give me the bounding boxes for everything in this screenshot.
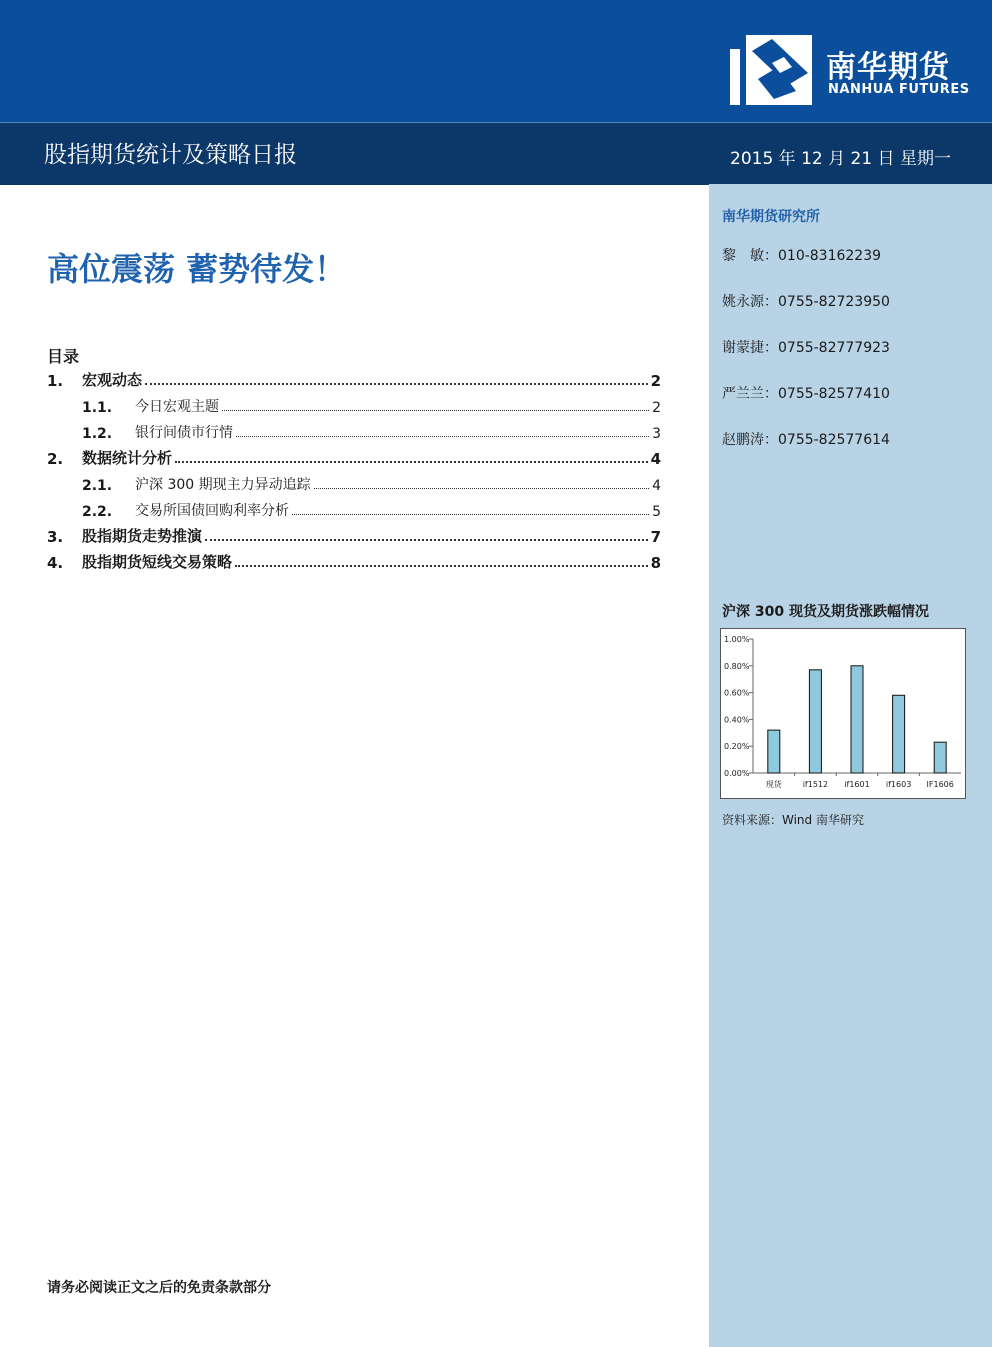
- toc-leader: [236, 435, 649, 437]
- x-tick-label: if1603: [885, 780, 912, 789]
- chart-container: [720, 628, 966, 799]
- brand-en: NANHUA FUTURES: [828, 82, 970, 97]
- nanhua-logo-icon: [728, 33, 814, 107]
- toc-text: 股指期货短线交易策略: [82, 553, 233, 571]
- report-name: 股指期货统计及策略日报: [44, 142, 297, 168]
- chart-source: 资料来源：Wind 南华研究: [722, 813, 864, 827]
- bar-chart: [721, 629, 965, 798]
- toc-leader: [314, 487, 649, 489]
- y-tick-label: 0.00%: [724, 769, 750, 778]
- toc-page: 2: [652, 400, 661, 416]
- brand-cn: 南华期货: [826, 50, 950, 85]
- toc-page: 2: [650, 372, 661, 390]
- bar: [893, 695, 905, 773]
- toc-text: 今日宏观主题: [135, 399, 219, 415]
- bar: [768, 730, 780, 773]
- toc-number: 2.1.: [82, 478, 113, 494]
- y-tick-label: 1.00%: [724, 635, 750, 644]
- toc-entry[interactable]: [82, 472, 661, 494]
- main-headline: 高位震荡 蓄势待发！: [47, 250, 347, 288]
- toc-leader: [145, 382, 648, 385]
- contact-5: 赵鹏涛：0755-82577614: [722, 432, 890, 448]
- toc-text: 数据统计分析: [82, 449, 173, 467]
- toc-entry[interactable]: [47, 550, 661, 572]
- toc-title: 目录: [47, 347, 80, 366]
- toc-text: 股指期货走势推演: [82, 527, 203, 545]
- y-tick-label: 0.80%: [724, 661, 750, 671]
- toc-entry[interactable]: [47, 368, 661, 390]
- toc-page: 5: [652, 504, 661, 520]
- toc-number: 2.2.: [82, 504, 113, 520]
- toc-entry[interactable]: [82, 420, 661, 442]
- bar: [809, 670, 821, 773]
- bar: [851, 666, 863, 773]
- contact-1: 黎 敏：010-83162239: [722, 248, 882, 264]
- toc-page: 7: [650, 528, 661, 546]
- toc-number: 2.: [47, 450, 64, 468]
- toc-leader: [205, 538, 648, 541]
- x-tick-label: IF1606: [926, 780, 954, 789]
- toc-number: 3.: [47, 528, 64, 546]
- contact-2: 姚永源：0755-82723950: [722, 294, 890, 310]
- contact-3: 谢蒙捷：0755-82777923: [722, 340, 890, 356]
- chart-title: 沪深 300 现货及期货涨跌幅情况: [722, 604, 929, 620]
- toc-leader: [175, 460, 648, 463]
- toc-page: 3: [652, 426, 661, 442]
- toc-number: 1.: [47, 372, 64, 390]
- contact-4: 严兰兰：0755-82577410: [722, 386, 890, 402]
- toc-leader: [235, 564, 648, 567]
- toc-entry[interactable]: [47, 446, 661, 468]
- x-tick-label: 现货: [765, 780, 782, 789]
- research-institute-title: 南华期货研究所: [722, 209, 820, 225]
- y-tick-label: 0.40%: [724, 715, 750, 725]
- toc-text: 交易所国债回购利率分析: [135, 503, 289, 519]
- x-tick-label: if1512: [802, 780, 829, 789]
- toc-page: 4: [652, 478, 661, 494]
- toc-text: 银行间债市行情: [135, 425, 233, 441]
- y-tick-label: 0.20%: [724, 742, 750, 752]
- report-date: 2015 年 12 月 21 日 星期一: [730, 149, 951, 169]
- toc-entry[interactable]: [82, 498, 661, 520]
- toc-entry[interactable]: [47, 524, 661, 546]
- toc-number: 4.: [47, 554, 64, 572]
- disclaimer: 请务必阅读正文之后的免责条款部分: [47, 1280, 271, 1296]
- toc-text: 沪深 300 期现主力异动追踪: [135, 477, 311, 493]
- y-tick-label: 0.60%: [724, 688, 750, 698]
- toc-leader: [222, 409, 649, 411]
- toc-entry[interactable]: [82, 394, 661, 416]
- toc-leader: [292, 513, 649, 515]
- toc-number: 1.2.: [82, 426, 113, 442]
- toc-page: 4: [650, 450, 661, 468]
- x-tick-label: if1601: [844, 780, 870, 789]
- toc-text: 宏观动态: [82, 371, 143, 389]
- toc-number: 1.1.: [82, 400, 113, 416]
- toc-page: 8: [650, 554, 661, 572]
- bar: [934, 742, 946, 773]
